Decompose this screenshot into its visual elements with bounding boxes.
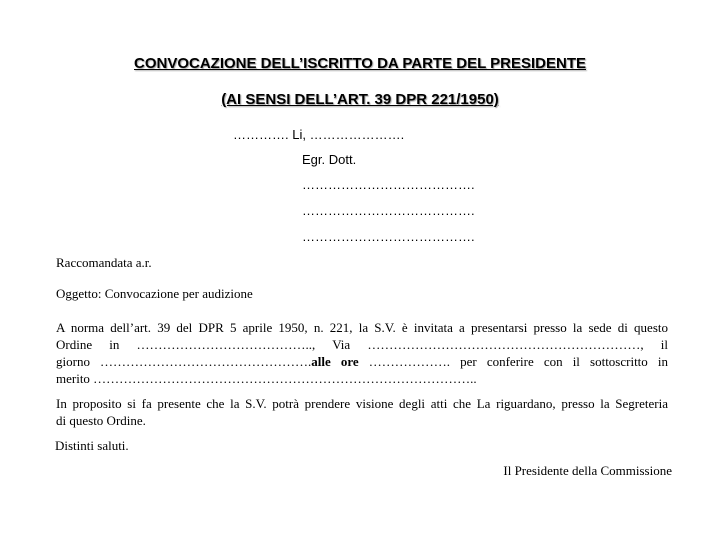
paragraph-line-rest: ………………. per conferire con il sottoscritto in — [358, 354, 668, 369]
recipient-address-line: …………………………………. — [302, 177, 475, 192]
recipient-salutation: Egr. Dott. — [302, 152, 357, 167]
paragraph-line: A norma dell’art. 39 del DPR 5 aprile 1950, n. 221, la S.V. è invitata a presentarsi presso la sede di questo — [56, 320, 668, 335]
closing-greeting: Distinti saluti. — [55, 438, 129, 453]
paragraph-line: di questo Ordine. — [56, 413, 146, 428]
paragraph-line: Ordine in ………………………………….., Via ………………………………………………………, il — [56, 337, 668, 352]
document-title: CONVOCAZIONE DELL’ISCRITTO DA PARTE DEL PRESIDENTE — [134, 55, 586, 72]
recipient-address-line: …………………………………. — [302, 229, 475, 244]
time-label: alle ore — [311, 354, 359, 369]
body-paragraph-convocation — [56, 319, 668, 387]
place-date-line: …………. Li, …………………. — [233, 127, 405, 142]
paragraph-line — [56, 353, 668, 370]
paragraph-line-start: giorno …………………………………………. — [56, 354, 312, 369]
recipient-address-line: …………………………………. — [302, 203, 475, 218]
signature-line: Il Presidente della Commissione — [503, 463, 672, 478]
document-subtitle: (AI SENSI DELL’ART. 39 DPR 221/1950) — [221, 91, 499, 108]
body-paragraph-documents — [56, 395, 668, 429]
delivery-method: Raccomandata a.r. — [56, 255, 152, 270]
paragraph-line: merito …………………………………………………………………………….. — [56, 371, 477, 386]
subject-line: Oggetto: Convocazione per audizione — [56, 286, 253, 301]
paragraph-line: In proposito si fa presente che la S.V. potrà prendere visione degli atti che La riguardano, presso la Segreteria — [56, 396, 668, 411]
